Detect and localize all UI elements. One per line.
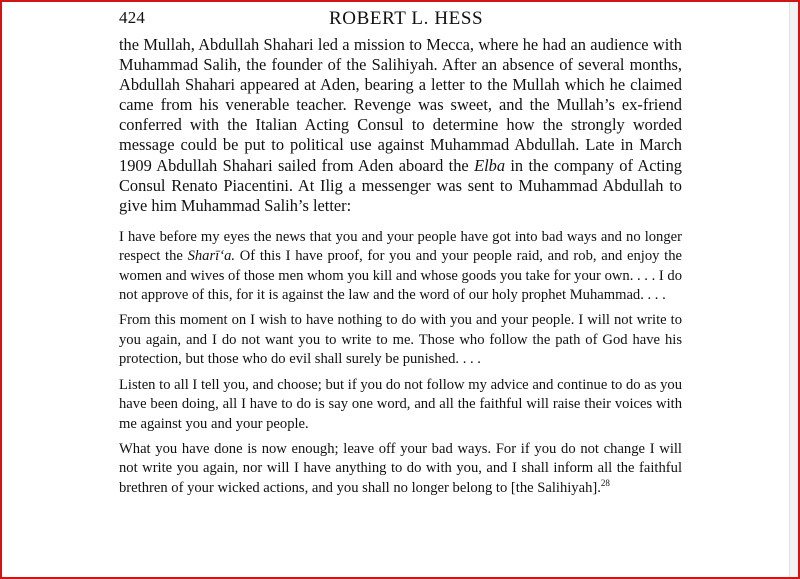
- quote-paragraph: Listen to all I tell you, and choose; but if you do not follow my advice and continue to do as you have been doing, all I have to do is say one word, and all the faithful will raise their voices with me against you and your people.: [119, 376, 682, 432]
- running-header: [119, 8, 679, 36]
- body-paragraph: [119, 35, 682, 216]
- page-number: 424: [119, 8, 146, 27]
- body-text-part: the Mullah, Abdullah Shahari led a mission to Mecca, where he had an audience with Muhammad Salih, the founder of the Salihiyah. After an absence of several months, Abdullah Shahari appeared at Aden, bearing a letter to the Mullah which he claimed came from his venerable teacher. Revenge was sweet, and the Mullah’s ex-friend conferred with the Italian Acting Consul to determine how the strongly worded message could be put to political use against Muhammad Abdullah. Late in March 1909 Abdullah Shahari sailed from Aden aboard the: [119, 35, 682, 175]
- quote-paragraph: From this moment on I wish to have nothing to do with you and your people. I will not write to you again, and I do not want you to write to me. Those who follow the path of God have his protection, but those who do evil shall surely be punished. . . .: [119, 312, 682, 368]
- ship-name: Elba: [474, 155, 506, 175]
- article-body: [119, 35, 682, 504]
- quote-text-part: Of this I have proof, for you and your people raid, and rob, and enjoy the women and wives of those men whom you kill and whose goods you take for your own. . . . I do not approve of this, for it is against the law and the word of our holy prophet Muhammad. . . .: [119, 248, 682, 304]
- scrollbar-track[interactable]: [789, 2, 798, 577]
- quote-text-part: I have before my eyes the news that you and your people have got into bad ways and no longer respect the: [119, 228, 682, 265]
- quote-paragraph: [119, 440, 682, 498]
- quote-text-part: What you have done is now enough; leave off your bad ways. For if you do not change I will not write you again, nor will I have anything to do with you, and I shall inform all the faithful brethren of your wicked actions, and you shall no longer belong to [the Salihiyah].: [119, 440, 682, 496]
- sharia-term: Sharī‘a.: [187, 248, 236, 265]
- footnote-marker: 28: [600, 477, 610, 488]
- quote-paragraph: [119, 228, 682, 306]
- running-title: ROBERT L. HESS: [329, 8, 484, 29]
- body-text-part: in the company of Acting Consul Renato Piacentini. At Ilig a messenger was sent to Muhammad Abdullah to give him Muhammad Salih’s letter:: [119, 155, 682, 215]
- letter-quotation: [119, 228, 682, 498]
